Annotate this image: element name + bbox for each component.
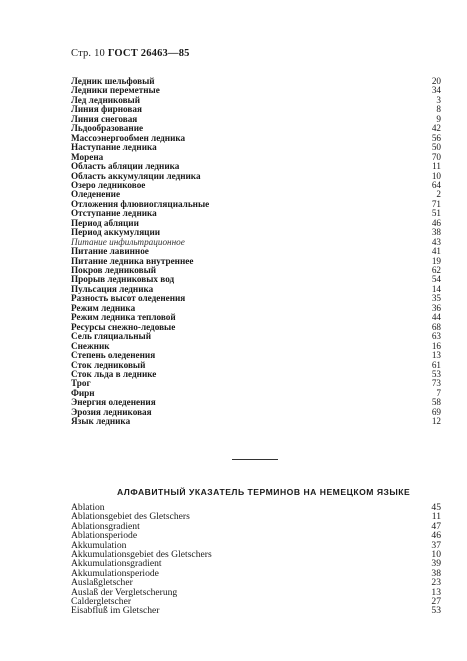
index-number: 56: [431, 132, 441, 143]
index-number: 12: [431, 416, 441, 427]
index-term: Auslaßgletscher: [71, 577, 133, 589]
index-term: Прорыв ледниковых вод: [71, 274, 175, 285]
index-term: Период аккумуляции: [71, 227, 161, 238]
index-term: Разность высот оледенения: [71, 293, 186, 304]
index-number: 13: [431, 586, 441, 598]
index-number: 51: [431, 208, 441, 219]
index-term: Оледенение: [71, 189, 121, 200]
index-term: Ablationsperiode: [71, 530, 138, 542]
index-number: 37: [431, 539, 441, 551]
index-number: 2: [436, 189, 441, 200]
index-number: 42: [431, 123, 441, 134]
index-number: 73: [431, 378, 441, 389]
index-term: Akkumulationsperiode: [71, 567, 159, 579]
index-term: Питание ледника внутреннее: [71, 255, 194, 266]
index-number: 43: [431, 236, 441, 247]
index-term: Режим ледника тепловой: [71, 312, 176, 323]
index-term: Ледник шельфовый: [71, 76, 155, 86]
index-term: Льдообразование: [71, 123, 144, 134]
index-term: Сток ледниковый: [71, 359, 146, 370]
index-term: Область аккумуляции ледника: [71, 170, 201, 181]
index-number: 53: [431, 368, 441, 379]
index-term: Caldergletscher: [71, 596, 132, 607]
index-number: 69: [431, 406, 441, 417]
index-number: 70: [431, 151, 441, 162]
german-index-title: АЛФАВИТНЫЙ УКАЗАТЕЛЬ ТЕРМИНОВ НА НЕМЕЦКОМ ЯЗЫКЕ: [117, 487, 411, 497]
index-number: 53: [431, 605, 441, 617]
index-number: 62: [431, 265, 441, 275]
index-number: 50: [431, 142, 441, 153]
index-term: Ресурсы снежно-ледовые: [71, 321, 176, 332]
index-term: Линия фирновая: [71, 104, 142, 115]
page-label: Стр. 10: [71, 48, 105, 59]
index-term: Пульсация ледника: [71, 283, 154, 294]
index-number: 11: [431, 511, 441, 523]
index-number: 68: [431, 321, 441, 332]
index-term: Akkumulationsgradient: [71, 558, 162, 570]
index-term: Сток льда в леднике: [71, 368, 157, 379]
index-number: 35: [431, 293, 441, 304]
index-number: 20: [431, 76, 441, 86]
index-number: 63: [431, 331, 441, 342]
standard-code: ГОСТ 26463—85: [107, 48, 190, 59]
index-number: 41: [431, 246, 441, 257]
index-term: Сель гляциальный: [71, 331, 151, 342]
index-term: Покров ледниковый: [71, 265, 157, 275]
index-number: 46: [431, 530, 441, 542]
index-entry: [71, 416, 441, 426]
page-header: [71, 48, 190, 59]
index-term: Akkumulation: [71, 539, 127, 551]
index-term: Отступание ледника: [71, 208, 157, 219]
index-number: 10: [431, 549, 441, 560]
index-number: 3: [436, 94, 441, 105]
index-term: Язык ледника: [71, 416, 131, 427]
index-number: 9: [436, 113, 441, 124]
index-term: Ablationsgradient: [71, 520, 140, 532]
index-number: 10: [431, 170, 441, 181]
index-term: Akkumulationsgebiet des Gletschers: [71, 549, 212, 560]
index-number: 46: [431, 217, 441, 228]
index-term: Область абляции ледника: [71, 161, 180, 172]
index-term: Отложения флювиогляциальные: [71, 198, 210, 209]
index-term: Озеро ледниковое: [71, 179, 146, 190]
index-number: 23: [431, 577, 441, 589]
index-term: Линия снеговая: [71, 113, 138, 124]
index-number: 38: [431, 567, 441, 579]
index-term: Ablation: [71, 502, 105, 513]
index-number: 7: [436, 387, 441, 398]
index-term: Ablationsgebiet des Gletschers: [71, 511, 190, 523]
index-term: Наступание ледника: [71, 142, 157, 153]
index-term: Питание лавинное: [71, 246, 149, 257]
index-number: 34: [431, 85, 441, 96]
index-term: Массоэнергообмен ледника: [71, 132, 186, 143]
index-number: 71: [431, 198, 441, 209]
index-number: 64: [431, 179, 441, 190]
index-term: Auslaß der Vergletscherung: [71, 586, 178, 598]
index-number: 54: [431, 274, 441, 285]
index-term: Степень оледенения: [71, 350, 156, 361]
index-term: Снежник: [71, 340, 110, 351]
index-number: 14: [431, 283, 441, 294]
index-number: 36: [431, 302, 441, 313]
index-term: Eisabfluß im Gletscher: [71, 605, 160, 617]
index-number: 45: [431, 502, 441, 513]
index-number: 13: [431, 350, 441, 361]
index-number: 8: [436, 104, 441, 115]
index-number: 38: [431, 227, 441, 238]
index-term: Период абляции: [71, 217, 139, 228]
index-term: Ледники переметные: [71, 85, 160, 96]
index-entry: [71, 606, 441, 616]
index-number: 47: [431, 520, 441, 532]
index-term: Режим ледника: [71, 302, 136, 313]
index-term: Эрозия ледниковая: [71, 406, 152, 417]
index-number: 58: [431, 397, 441, 408]
index-number: 39: [431, 558, 441, 570]
index-number: 19: [431, 255, 441, 266]
index-term: Питание инфильтрационное: [71, 236, 185, 247]
index-number: 16: [431, 340, 441, 351]
section-divider: [232, 459, 278, 460]
index-term: Фирн: [71, 387, 95, 398]
index-number: 61: [431, 359, 441, 370]
index-number: 44: [431, 312, 441, 323]
index-number: 27: [431, 596, 441, 607]
index-number: 11: [432, 161, 441, 172]
index-term: Энергия оледенения: [71, 397, 156, 408]
index-term: Трог: [71, 378, 91, 389]
index-term: Морена: [71, 151, 104, 162]
index-term: Лед ледниковый: [71, 94, 140, 105]
